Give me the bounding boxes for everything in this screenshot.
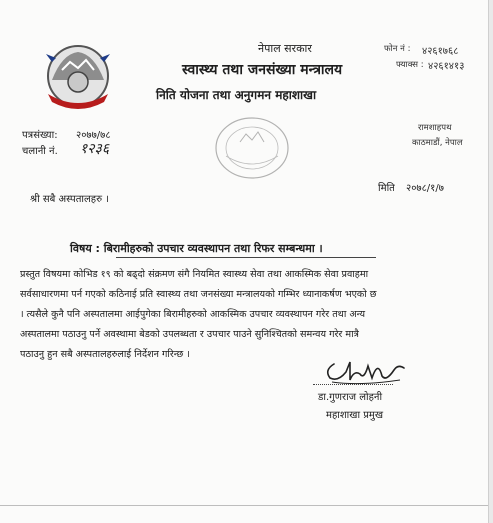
reference-value: २०७७/७८ <box>76 130 111 141</box>
ministry-heading: स्वास्थ्य तथा जनसंख्या मन्त्रालय <box>182 62 343 78</box>
phone-label: फोन नं : <box>384 44 411 54</box>
fax-label: फ्याक्स : <box>396 60 424 70</box>
signatory-name: डा.गुणराज लोहनी <box>318 392 383 403</box>
body-line: । त्यसैले कुनै पनि अस्पतालमा आईपुगेका बिरामीहरुको आकस्मिक उपचार व्यवस्थापन गरेर तथा अन्य <box>20 309 366 320</box>
date-value: २०७८/१/७ <box>406 183 444 194</box>
subject-line: विषय : बिरामीहरुको उपचार व्यवस्थापन तथा रिफर सम्बन्धमा । <box>70 242 323 255</box>
address-line-1: रामशाहपथ <box>418 123 452 133</box>
signature-line <box>313 384 393 385</box>
address-line-2: काठमाडौं, नेपाल <box>412 138 463 148</box>
body-line: पठाउनु हुन सबै अस्पतालहरुलाई निर्देशन गरिन्छ । <box>20 349 190 360</box>
reference-label: पत्रसंख्या: <box>22 130 58 141</box>
dispatch-label: चलानी नं. <box>22 146 58 157</box>
body-line: अस्पतालमा पठाउनु पर्ने अवस्थामा बेडको उपलब्धता र उपचार पाउने सुनिश्चितको समन्वय गरेर मात्रै <box>20 329 359 340</box>
phone-value: ४२६१७६८ <box>422 46 459 57</box>
body-line: सर्वसाधारणमा पर्न गएको कठिनाई प्रति स्वास्थ्य तथा जनसंख्या मन्त्रालयको गम्भिर ध्यानाकर्षण भएको छ <box>20 289 377 300</box>
handwritten-signature <box>320 352 410 388</box>
fax-value: ४२६१४१३ <box>428 61 465 72</box>
dispatch-number: १२३६ <box>80 141 110 157</box>
bottom-rule <box>0 505 488 506</box>
date-label: मिति <box>378 183 395 194</box>
letter-body <box>20 265 475 365</box>
signatory-title: महाशाखा प्रमुख <box>326 410 384 421</box>
division-heading: निति योजना तथा अनुगमन महाशाखा <box>156 88 317 102</box>
subject-underline <box>116 257 376 258</box>
body-line: प्रस्तुत विषयमा कोभिड १९ को बढ्दो संक्रमण संगै नियमित स्वास्थ्य सेवा तथा आकस्मिक सेवा प्रवाहमा <box>20 269 369 280</box>
nepal-emblem-icon <box>42 40 114 110</box>
recipient-line: श्री सबै अस्पतालहरु । <box>30 194 110 205</box>
office-stamp-icon <box>212 112 292 184</box>
government-heading: नेपाल सरकार <box>258 42 312 55</box>
